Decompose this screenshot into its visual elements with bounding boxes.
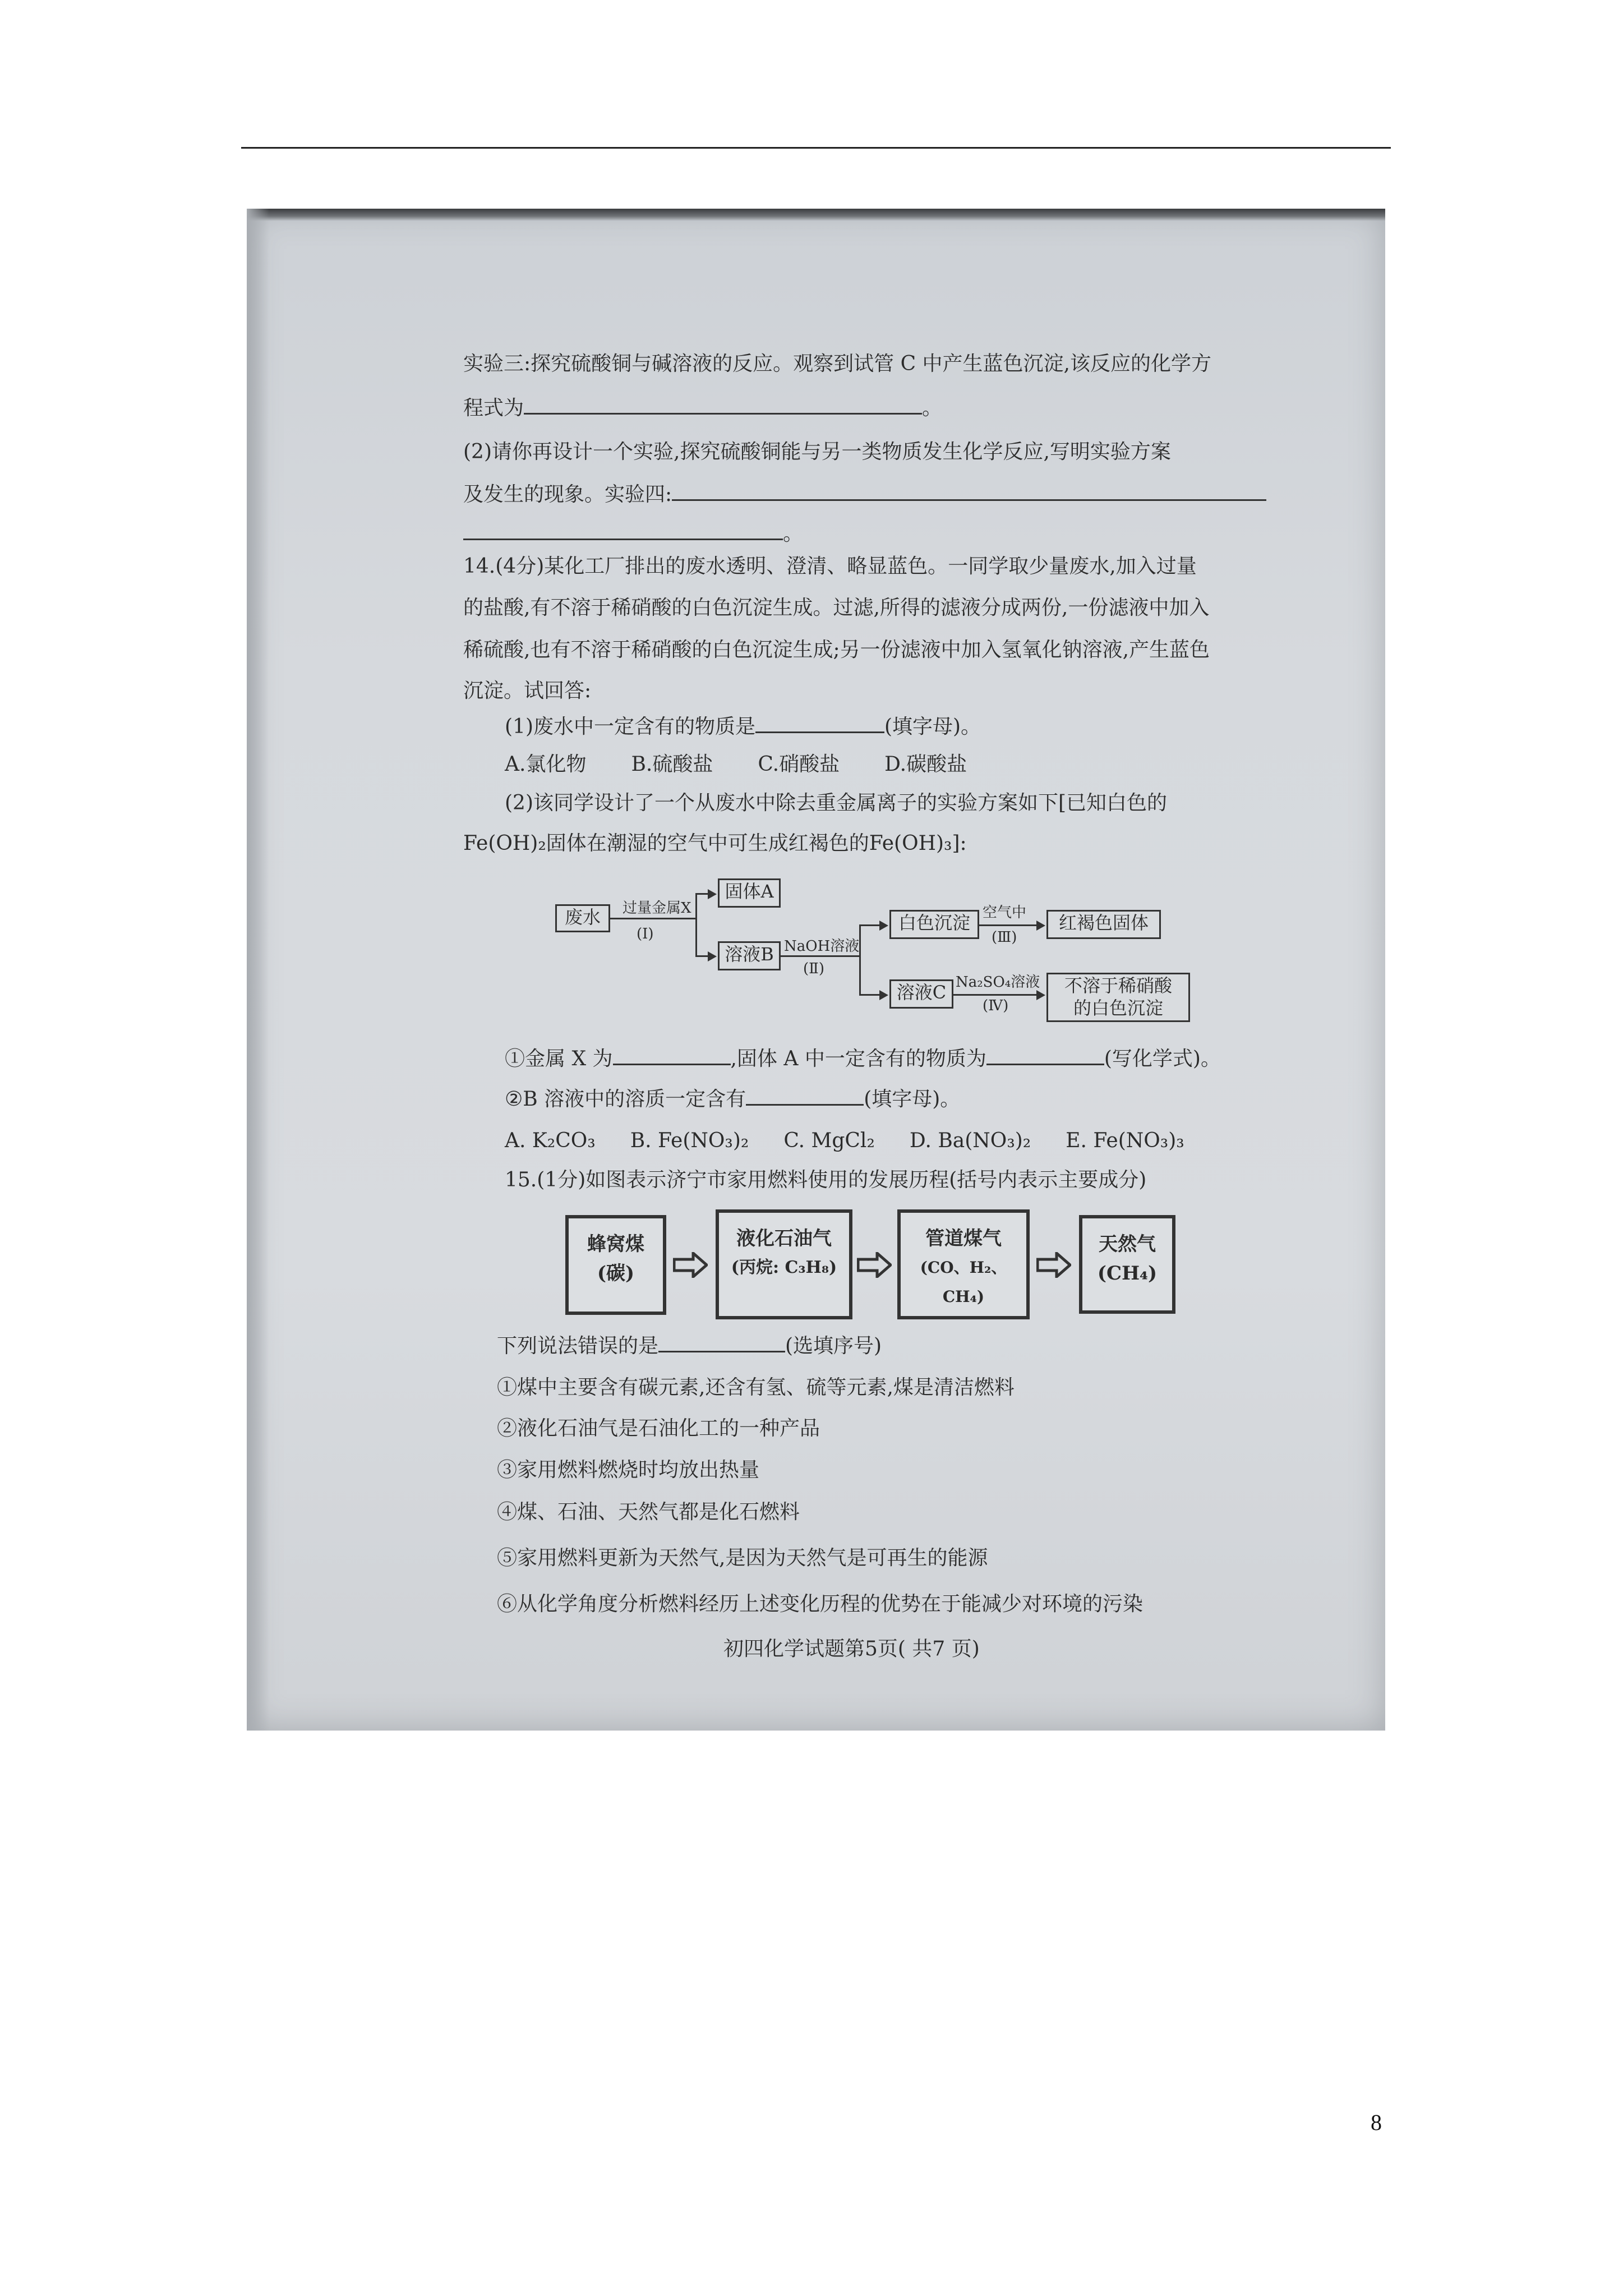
q14-part2-line2: Fe(OH)₂固体在潮湿的空气中可生成红褐色的Fe(OH)₃]: — [463, 832, 967, 855]
exp4-blank-1[interactable] — [672, 482, 1266, 501]
fuel-honeycomb-coal — [565, 1215, 666, 1315]
flow-white-ppt: 白色沉淀 — [889, 910, 979, 939]
option-c: C. MgCl₂ — [783, 1129, 875, 1152]
option-b: B.硫酸盐 — [631, 753, 713, 776]
q15-answer-blank[interactable] — [658, 1334, 785, 1352]
flow-arrow — [1036, 990, 1045, 1000]
flow-step4: (Ⅳ) — [983, 997, 1009, 1014]
arrow-right-icon — [1036, 1252, 1071, 1278]
q2-line1: (2)请你再设计一个实验,探究硫酸铜能与另一类物质发生化学反应,写明实验方案 — [463, 440, 1171, 463]
flow-insoluble-line2: 的白色沉淀 — [1073, 997, 1163, 1019]
header-rule — [241, 147, 1391, 149]
q15-question: 下列说法错误的是 (选填序号) — [497, 1335, 882, 1358]
flow-red-brown: 红褐色固体 — [1046, 910, 1161, 939]
flow-line — [859, 994, 882, 996]
option-c: C.硝酸盐 — [758, 753, 840, 776]
q15-title: 15.(1分)如图表示济宁市家用燃料使用的发展历程(括号内表示主要成分) — [505, 1168, 1147, 1191]
flow-line — [781, 955, 860, 957]
option-a: A. K₂CO₃ — [505, 1129, 596, 1152]
q2-line3: 。 — [463, 521, 803, 547]
fuel-lpg — [716, 1209, 852, 1319]
q15-statement-6: ⑥从化学角度分析燃料经历上述变化历程的优势在于能减少对环境的污染 — [497, 1593, 1144, 1616]
flow-solution-b: 溶液B — [718, 941, 781, 970]
q14-sub2: ②B 溶液中的溶质一定含有 (填字母)。 — [505, 1088, 961, 1111]
q14-line3: 稀硫酸,也有不溶于稀硝酸的白色沉淀生成;另一份滤液中加入氢氧化钠溶液,产生蓝色 — [463, 638, 1210, 661]
exam-page-footer: 初四化学试题第5页( 共7 页) — [723, 1637, 980, 1660]
flow-insoluble-ppt — [1046, 973, 1190, 1022]
q14-sub2-options — [505, 1128, 1184, 1154]
fuel-component: (碳) — [597, 1262, 635, 1285]
flow-solid-a: 固体A — [718, 878, 781, 908]
q14-part1-options — [505, 751, 967, 778]
q15-statement-3: ③家用燃料燃烧时均放出热量 — [497, 1458, 760, 1481]
arrow-right-icon — [857, 1252, 892, 1278]
fuel-natural-gas — [1079, 1215, 1175, 1314]
flow-line — [979, 924, 1038, 926]
fuel-pipeline-gas — [897, 1209, 1030, 1319]
fuel-name: 蜂窝煤 — [587, 1233, 644, 1255]
flow-line — [953, 994, 1038, 996]
fuel-name: 天然气 — [1099, 1233, 1156, 1255]
flow-arrow — [1036, 921, 1045, 931]
q2-line2: 及发生的现象。实验四: — [463, 481, 1266, 508]
flow-step3: (Ⅲ) — [992, 929, 1017, 946]
q14-line2: 的盐酸,有不溶于稀硝酸的白色沉淀生成。过滤,所得的滤液分成两份,一份滤液中加入 — [463, 596, 1210, 619]
flow-waste: 废水 — [555, 904, 610, 932]
exp3-equation-blank[interactable] — [524, 396, 922, 415]
flow-label-naoh: NaOH溶液 — [784, 938, 860, 955]
q14-part1-blank[interactable] — [755, 715, 884, 733]
metal-x-blank[interactable] — [613, 1047, 731, 1065]
fuel-name: 管道煤气 — [925, 1227, 1002, 1250]
fuel-component: (CH₄) — [1097, 1262, 1158, 1285]
photo-top-shadow — [247, 209, 1385, 221]
solid-a-blank[interactable] — [986, 1047, 1104, 1065]
q14-part1: (1)废水中一定含有的物质是 (填字母)。 — [505, 715, 981, 738]
q14-line1: 14.(4分)某化工厂排出的废水透明、澄清、略显蓝色。一同学取少量废水,加入过量 — [463, 555, 1197, 578]
flow-line — [859, 924, 861, 995]
q15-statement-1: ①煤中主要含有碳元素,还含有氢、硫等元素,煤是清洁燃料 — [497, 1376, 1015, 1399]
solution-b-blank[interactable] — [746, 1087, 864, 1106]
flow-arrow — [879, 990, 888, 1000]
arrow-right-icon — [673, 1252, 708, 1278]
exp3-line2: 程式为 。 — [463, 397, 943, 420]
q15-statement-2: ②液化石油气是石油化工的一种产品 — [497, 1417, 820, 1440]
flow-solution-c: 溶液C — [889, 979, 953, 1009]
exp4-blank-2[interactable] — [463, 522, 783, 540]
flow-arrow — [879, 921, 888, 931]
option-a: A.氯化物 — [505, 753, 587, 776]
flow-line — [695, 893, 697, 956]
flow-line — [610, 918, 697, 919]
option-d: D.碳酸盐 — [884, 753, 967, 776]
fuel-component: (CO、H₂、CH₄) — [920, 1258, 1007, 1306]
option-e: E. Fe(NO₃)₃ — [1066, 1129, 1184, 1152]
flow-label-air: 空气中 — [983, 904, 1027, 921]
flow-arrow — [708, 951, 717, 961]
flow-insoluble-line1: 不溶于稀硝酸 — [1064, 975, 1172, 996]
q14-sub1: ①金属 X 为 ,固体 A 中一定含有的物质为 (写化学式)。 — [505, 1047, 1221, 1070]
q14-line4: 沉淀。试回答: — [463, 679, 592, 702]
flow-label-x: 过量金属X — [623, 900, 691, 917]
flow-line — [859, 924, 882, 926]
q15-statement-4: ④煤、石油、天然气都是化石燃料 — [497, 1501, 800, 1524]
exp3-line1: 实验三:探究硫酸铜与碱溶液的反应。观察到试管 C 中产生蓝色沉淀,该反应的化学方 — [463, 352, 1212, 375]
option-d: D. Ba(NO₃)₂ — [909, 1129, 1031, 1152]
q14-part2-line1: (2)该同学设计了一个从废水中除去重金属离子的实验方案如下[已知白色的 — [505, 792, 1168, 815]
flow-step1: (Ⅰ) — [637, 926, 654, 942]
flow-label-na2so4: Na₂SO₄溶液 — [956, 974, 1040, 991]
page-number: 8 — [1371, 2110, 1382, 2135]
fuel-name: 液化石油气 — [736, 1227, 832, 1250]
flow-arrow — [708, 889, 717, 899]
flow-step2: (Ⅱ) — [803, 960, 824, 977]
fuel-component: (丙烷: C₃H₈) — [731, 1258, 837, 1277]
option-b: B. Fe(NO₃)₂ — [630, 1129, 749, 1152]
photo-left-shadow — [247, 209, 269, 1731]
q15-statement-5: ⑤家用燃料更新为天然气,是因为天然气是可再生的能源 — [497, 1547, 988, 1570]
